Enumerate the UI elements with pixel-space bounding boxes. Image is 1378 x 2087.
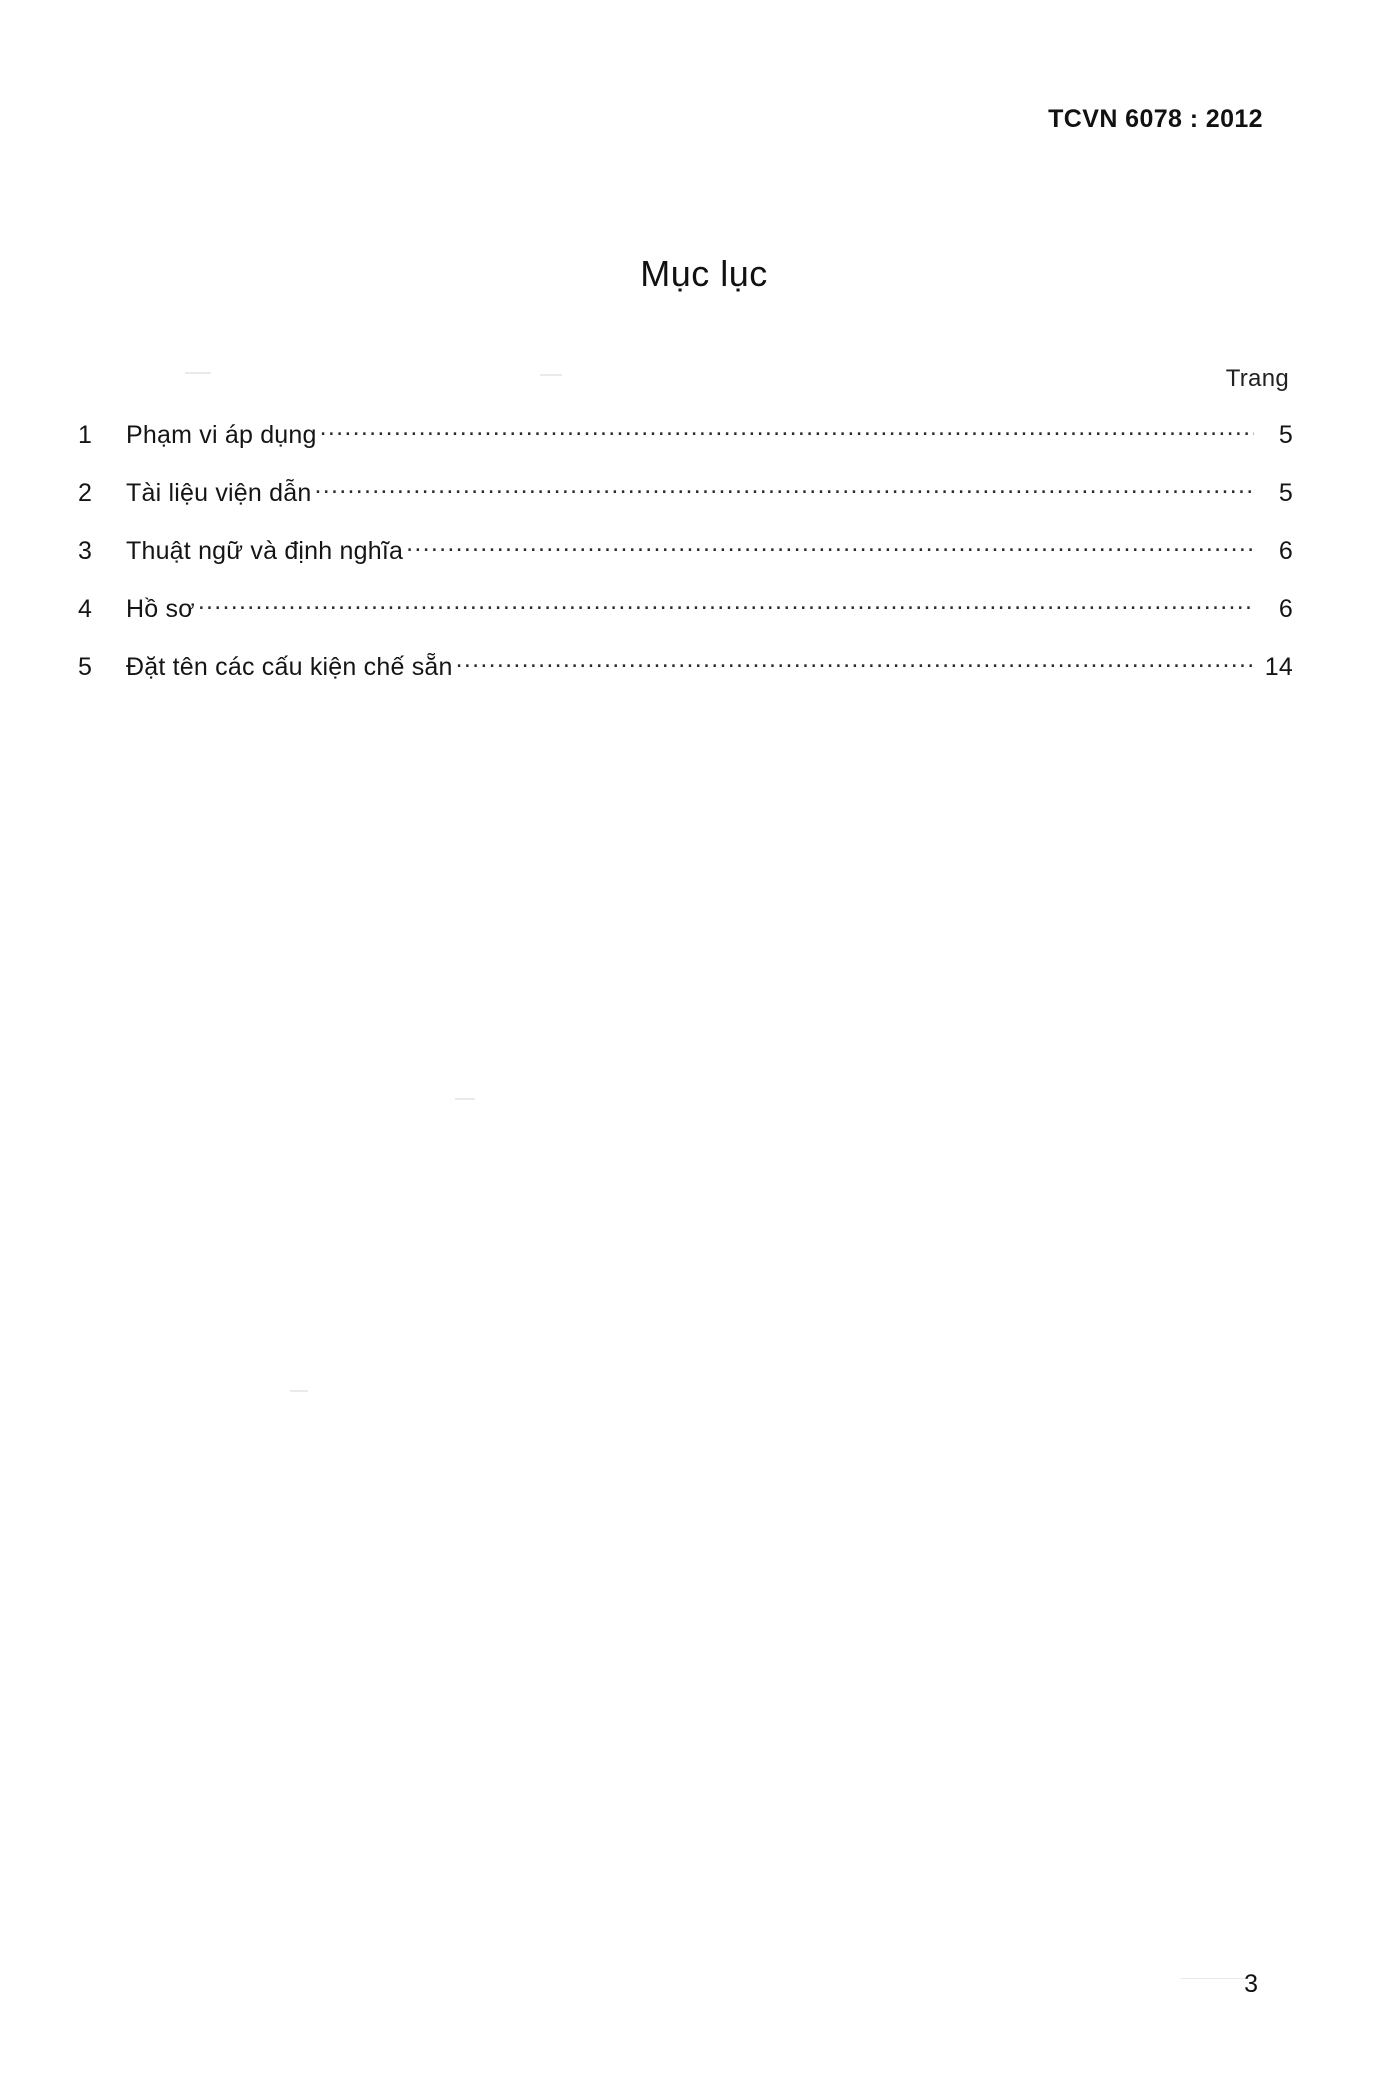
table-of-contents bbox=[78, 365, 1293, 708]
toc-leader-dots bbox=[456, 650, 1254, 675]
scan-artifact bbox=[1180, 1978, 1250, 1979]
toc-entry[interactable] bbox=[78, 418, 1293, 450]
toc-entry[interactable] bbox=[78, 650, 1293, 682]
toc-page-column-header: Trang bbox=[1225, 365, 1289, 392]
document-header-code: TCVN 6078 : 2012 bbox=[1048, 105, 1263, 133]
toc-entry-page: 5 bbox=[1278, 421, 1293, 449]
toc-entry-number: 5 bbox=[78, 653, 93, 681]
toc-leader-dots bbox=[320, 418, 1254, 443]
toc-leader-dots bbox=[198, 592, 1254, 617]
toc-entry-page: 5 bbox=[1278, 479, 1293, 507]
toc-entry-label: Tài liệu viện dẫn bbox=[126, 479, 312, 507]
toc-entry-number: 3 bbox=[78, 537, 93, 565]
toc-entry-label: Phạm vi áp dụng bbox=[126, 421, 317, 449]
toc-entry-page: 6 bbox=[1278, 595, 1293, 623]
toc-entry-number: 4 bbox=[78, 595, 93, 623]
toc-entry-number: 2 bbox=[78, 479, 93, 507]
toc-entry-label: Thuật ngữ và định nghĩa bbox=[126, 537, 404, 565]
scan-artifact bbox=[455, 1098, 475, 1100]
toc-entry-page: 14 bbox=[1264, 653, 1293, 681]
toc-entry[interactable] bbox=[78, 534, 1293, 566]
toc-entry-label: Đặt tên các cấu kiện chế sẵn bbox=[126, 653, 453, 681]
toc-entry-label: Hồ sơ bbox=[126, 595, 195, 623]
scan-artifact bbox=[290, 1390, 308, 1392]
footer-page-number: 3 bbox=[1244, 1970, 1258, 1998]
page-title: Mục lục bbox=[640, 253, 768, 294]
toc-entry[interactable] bbox=[78, 476, 1293, 508]
toc-leader-dots bbox=[314, 476, 1254, 501]
toc-leader-dots bbox=[406, 534, 1254, 559]
toc-entry-page: 6 bbox=[1278, 537, 1293, 565]
toc-entry[interactable] bbox=[78, 592, 1293, 624]
toc-entry-number: 1 bbox=[78, 421, 93, 449]
